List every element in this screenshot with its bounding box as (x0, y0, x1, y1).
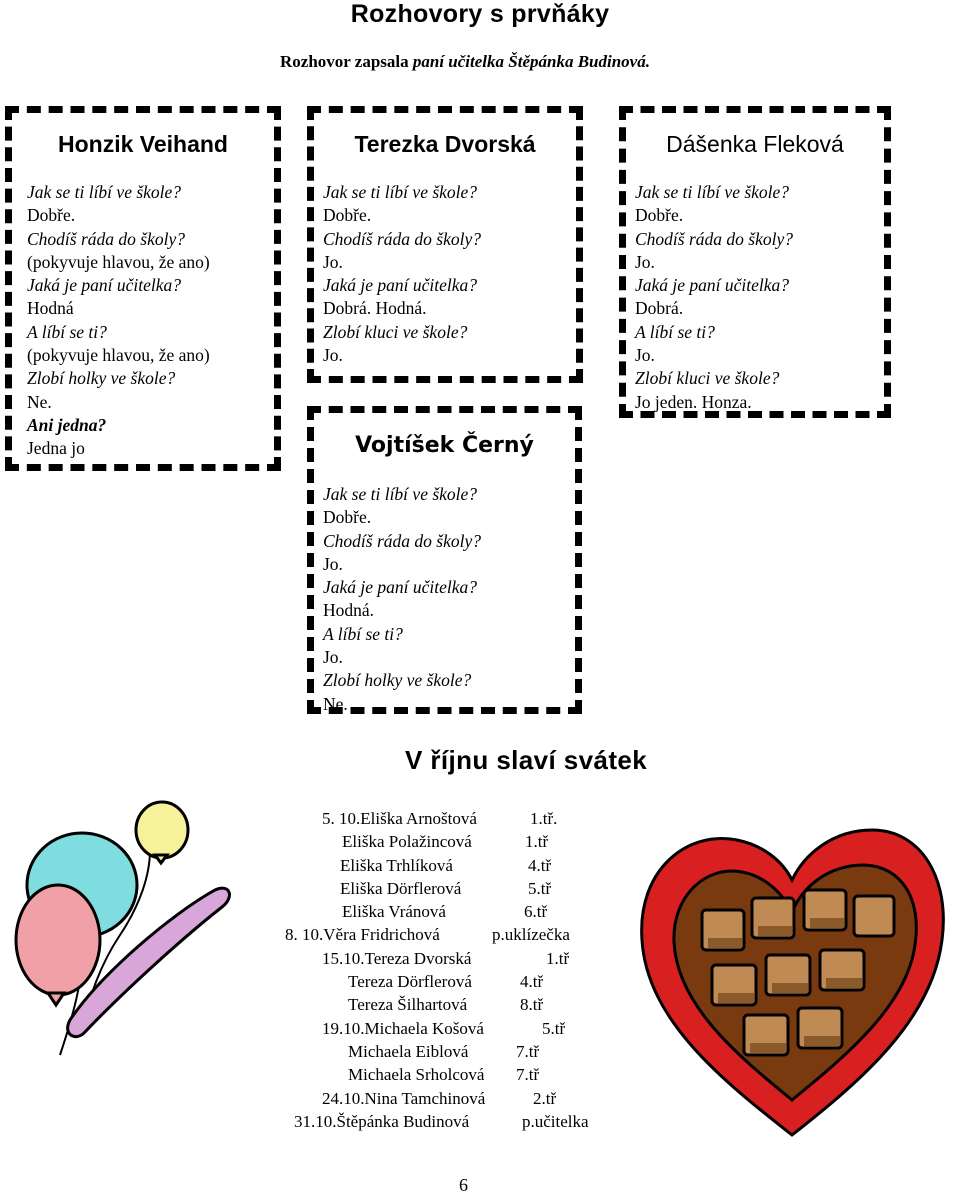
question-line: Chodíš ráda do školy? (323, 530, 481, 551)
question-line: A líbí se ti? (635, 321, 715, 342)
question-line: Jak se ti líbí ve škole? (323, 182, 478, 202)
answer-line: Dobře. (323, 205, 372, 226)
birthday-row (280, 970, 640, 993)
question-line: Chodíš ráda do školy? (27, 228, 185, 249)
birthday-name: 19.10.Michaela Košová (322, 1018, 484, 1038)
birthday-name: Michaela Eiblová (348, 1041, 469, 1061)
birthday-list (280, 807, 640, 1133)
birthday-row (280, 877, 640, 900)
interview-lines (635, 181, 793, 414)
question-line: Chodíš ráda do školy? (635, 228, 793, 249)
birthday-class: p.uklízečka (492, 925, 570, 945)
birthday-class: 1.tř. (530, 809, 558, 828)
answer-line: Ne. (27, 391, 52, 412)
subtitle (0, 52, 930, 72)
heart-chocolate-box-icon (632, 800, 952, 1150)
answer-line: Jo. (323, 251, 343, 272)
answer-line: Ne. (323, 693, 348, 714)
question-line: A líbí se ti? (27, 321, 107, 342)
birthday-row (280, 1017, 640, 1040)
birthday-name: 15.10.Tereza Dvorská (322, 948, 472, 968)
birthday-class: 4.tř (520, 972, 544, 992)
question-line: Jaká je paní učitelka? (323, 275, 478, 296)
answer-line: (pokyvuje hlavou, že ano) (27, 251, 210, 272)
question-line: Jak se ti líbí ve škole? (27, 182, 182, 202)
birthday-row (280, 1063, 640, 1086)
birthday-row (280, 854, 640, 877)
page-title: Rozhovory s prvňáky (350, 0, 610, 28)
page-number: 6 (459, 1175, 468, 1195)
birthday-name: 31.10.Štěpánka Budinová (294, 1111, 470, 1131)
birthday-name: Michaela Srholcová (348, 1065, 485, 1085)
answer-line: Hodná (27, 298, 74, 319)
birthday-row (280, 993, 640, 1016)
question-line: Zlobí holky ve škole? (27, 368, 176, 389)
answer-line: Dobře. (27, 205, 76, 226)
answer-line: Jo. (635, 251, 655, 272)
question-line: Zlobí kluci ve škole? (635, 368, 780, 389)
birthday-heading: V říjnu slaví svátek (405, 745, 648, 775)
birthday-name: Eliška Dörflerová (340, 878, 462, 898)
interview-lines (323, 181, 481, 367)
birthday-class: 4.tř (528, 855, 552, 875)
answer-line: Jo jeden. Honza. (635, 391, 752, 412)
question-line: Zlobí kluci ve škole? (323, 321, 468, 342)
birthday-row (280, 923, 640, 946)
birthday-row (280, 1110, 640, 1133)
answer-line: Jo. (323, 553, 343, 574)
balloons-icon (0, 795, 250, 1095)
interview-box-terezka (307, 106, 583, 383)
birthday-name: Tereza Dörflerová (348, 972, 472, 992)
interview-name: Dášenka Fleková (666, 131, 844, 157)
birthday-row (280, 1087, 640, 1110)
answer-line: Jo. (635, 345, 655, 366)
interview-box-honzik (5, 106, 281, 471)
question-line: Jaká je paní učitelka? (635, 275, 790, 296)
birthday-class: 5.tř (528, 878, 552, 898)
question-line: Jak se ti líbí ve škole? (323, 484, 478, 504)
birthday-class: 2.tř (533, 1088, 557, 1108)
interview-name: Terezka Dvorská (354, 131, 536, 157)
answer-line: Dobrá. (635, 298, 684, 319)
question-line: Ani jedna? (27, 414, 107, 435)
answer-line: Hodná. (323, 600, 375, 621)
subtitle-prefix: Rozhovor zapsala (280, 52, 413, 71)
answer-line: (pokyvuje hlavou, že ano) (27, 345, 210, 366)
birthday-name: 8. 10.Věra Fridrichová (285, 925, 440, 945)
birthday-class: 5.tř (542, 1018, 566, 1038)
interview-lines (323, 483, 481, 716)
birthday-class: 6.tř (524, 902, 548, 922)
birthday-class: 7.tř (516, 1041, 540, 1061)
birthday-class: 8.tř (520, 995, 544, 1015)
birthday-name: 5. 10.Eliška Arnoštová (322, 809, 477, 828)
interview-lines (27, 181, 210, 461)
answer-line: Jo. (323, 647, 343, 668)
birthday-name: Eliška Polažincová (342, 832, 472, 852)
birthday-class: 7.tř (516, 1065, 540, 1085)
question-line: Chodíš ráda do školy? (323, 228, 481, 249)
birthday-name: 24.10.Nina Tamchinová (322, 1088, 486, 1108)
interview-box-dasenka (619, 106, 891, 418)
birthday-class: 1.tř (546, 948, 570, 968)
question-line: Jaká je paní učitelka? (323, 577, 478, 598)
birthday-name: Eliška Trhlíková (340, 855, 453, 875)
birthday-row (280, 900, 640, 923)
birthday-class: p.učitelka (522, 1111, 589, 1131)
interview-name: Honzik Veihand (58, 131, 228, 157)
birthday-row (280, 947, 640, 970)
question-line: A líbí se ti? (323, 623, 403, 644)
birthday-class: 1.tř (525, 832, 549, 852)
answer-line: Dobře. (635, 205, 684, 226)
question-line: Zlobí holky ve škole? (323, 670, 472, 691)
question-line: Jak se ti líbí ve škole? (635, 182, 790, 202)
answer-line: Jo. (323, 345, 343, 366)
subtitle-author: paní učitelka Štěpánka Budinová. (412, 52, 650, 71)
birthday-name: Tereza Šilhartová (348, 995, 468, 1015)
birthday-row (280, 1040, 640, 1063)
answer-line: Jedna jo (27, 438, 85, 459)
interview-box-vojtisek (307, 406, 582, 714)
birthday-name: Eliška Vránová (342, 902, 446, 922)
birthday-row (280, 807, 640, 830)
interview-name: Vojtíšek Černý (355, 433, 534, 458)
birthday-row (280, 830, 640, 853)
answer-line: Dobrá. Hodná. (323, 298, 427, 319)
question-line: Jaká je paní učitelka? (27, 275, 182, 296)
answer-line: Dobře. (323, 507, 372, 528)
